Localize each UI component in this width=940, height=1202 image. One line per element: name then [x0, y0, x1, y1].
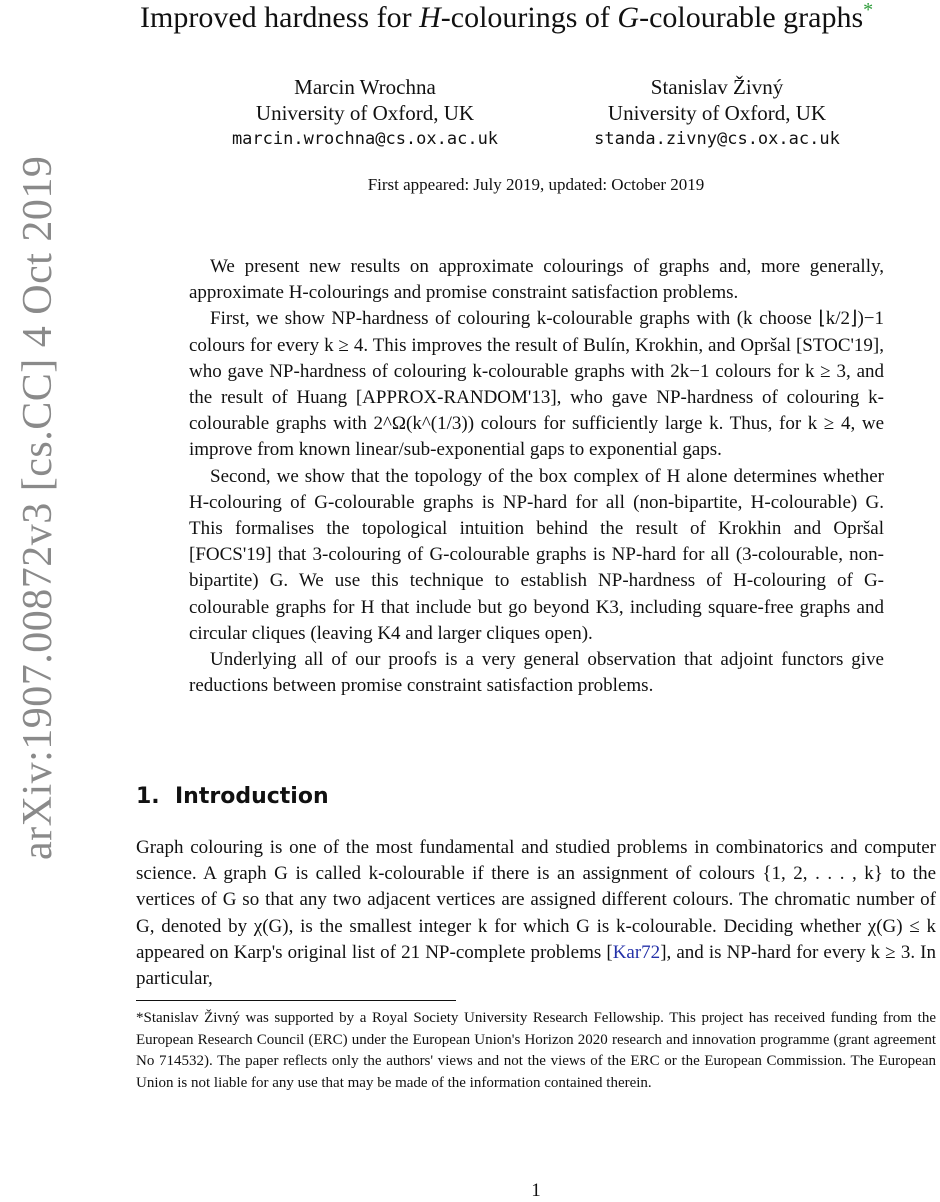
section-heading [136, 784, 329, 809]
page-number: 1 [531, 1180, 541, 1201]
paper-title [140, 0, 940, 36]
intro-paragraph: Graph colouring is one of the most fundamental and studied problems in combinatorics and computer science. A graph G is called k-colourable if there is an assignment of colours {1, 2, . . . , k} to the vertices of G so that any two adjacent vertices are assigned different colours. The chromatic number of G, denoted by χ(G), is the smallest integer k for which G is k-colourable. Deciding whether χ(G) ≤ k appeared on Karp's original list of 21 NP-complete problems [Kar72], and is NP-hard for every k ≥ 3. In particular, [136, 837, 936, 990]
title-part-1: Improved hardness for [140, 1, 420, 34]
author-block-2 [552, 74, 882, 152]
abstract [189, 254, 884, 699]
title-var-g: G [617, 1, 640, 34]
section-number: 1. [136, 784, 160, 809]
abstract-paragraph-3: Second, we show that the topology of the box complex of H alone determines whether H-colouring of G-colourable graphs is NP-hard for all (non-bipartite, H-colourable) G. This formalises the topological intuition behind the result of Krokhin and Opršal [FOCS'19] that 3-colouring of G-colourable graphs is NP-hard for all (3-colourable, non-bipartite) G. We use this technique to establish NP-hardness of H-colouring of G-colourable graphs for H that include but go beyond K3, including square-free graphs and circular cliques (leaving K4 and larger cliques open). [189, 465, 884, 644]
title-part-2: -colourings of [440, 1, 618, 34]
footnote: *Stanislav Živný was supported by a Royal Society University Research Fellowship. This project has received funding from the European Research Council (ERC) under the European Union's Horizon 2020 research and innovation programme (grant agreement No 714532). The paper reflects only the authors' views and not the views of the ERC or the European Commission. The European Union is not liable for any use that may be made of the information contained therein. [136, 1010, 936, 1091]
citation-link[interactable]: Kar72 [612, 941, 661, 963]
title-footnote-mark[interactable]: * [863, 0, 874, 21]
footnote-rule [136, 1000, 456, 1001]
author-affiliation: University of Oxford, UK [255, 101, 475, 125]
author-name: Stanislav Živný [650, 75, 784, 99]
abstract-paragraph-1: We present new results on approximate colourings of graphs and, more generally, approximate H-colourings and promise constraint satisfaction problems. [189, 256, 884, 304]
arxiv-side-stamp: arXiv:1907.00872v3 [cs.CC] 4 Oct 2019 [15, 155, 61, 860]
author-email[interactable]: standa.zivny@cs.ox.ac.uk [594, 129, 840, 149]
title-part-3: -colourable graphs [639, 1, 864, 34]
abstract-paragraph-2: First, we show NP-hardness of colouring k-colourable graphs with (k choose ⌊k/2⌋)−1 colours for every k ≥ 4. This improves the result of Bulín, Krokhin, and Opršal [STOC'19], who gave NP-hardness of colouring k-colourable graphs with 2k−1 colours for k ≥ 3, and the result of Huang [APPROX-RANDOM'13], who gave NP-hardness of colouring k-colourable graphs with 2^Ω(k^(1/3)) colours for sufficiently large k. Thus, for k ≥ 4, we improve from known linear/sub-exponential gaps to exponential gaps. [189, 308, 884, 461]
author-affiliation: University of Oxford, UK [607, 101, 827, 125]
title-var-h: H [419, 1, 441, 34]
section-title: Introduction [175, 784, 329, 809]
author-email[interactable]: marcin.wrochna@cs.ox.ac.uk [231, 129, 499, 149]
publication-dates: First appeared: July 2019, updated: October 2019 [367, 175, 705, 194]
author-block-1 [200, 74, 530, 152]
abstract-paragraph-4: Underlying all of our proofs is a very general observation that adjoint functors give reductions between promise constraint satisfaction problems. [189, 649, 884, 697]
author-name: Marcin Wrochna [294, 75, 436, 99]
